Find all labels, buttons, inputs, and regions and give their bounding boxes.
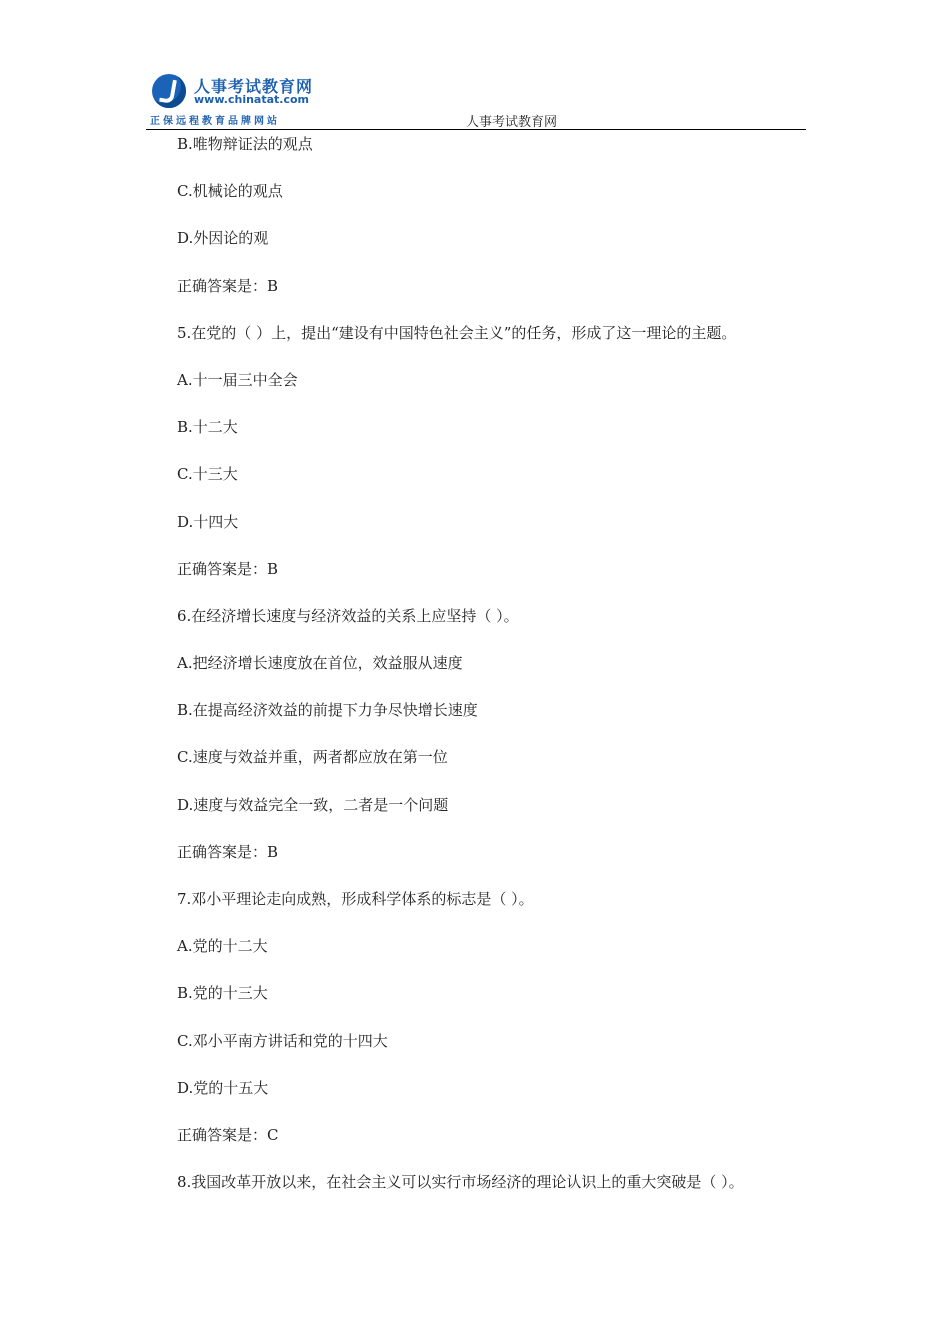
option-line: D.党的十五大 [177,1078,269,1097]
answer-line: 正确答案是：C [177,1125,279,1144]
option-line: D.速度与效益完全一致，二者是一个问题 [177,795,449,814]
option-line: D.十四大 [177,512,239,531]
answer-line: 正确答案是：B [177,842,279,861]
answer-line: 正确答案是：B [177,559,279,578]
header-divider [146,129,806,130]
option-line: C.速度与效益并重，两者都应放在第一位 [177,748,448,767]
question-line: 5.在党的（ ）上，提出“建设有中国特色社会主义”的任务，形成了这一理论的主题。 [177,323,737,342]
logo-emblem-icon [152,74,186,108]
logo-slogan: 正保远程教育品牌网站 [150,116,280,127]
option-line: B.十二大 [177,418,238,437]
option-line: D.外因论的观 [177,229,269,248]
option-line: B.在提高经济效益的前提下力争尽快增长速度 [177,701,478,720]
logo-title: 人事考试教育网 [194,77,314,96]
site-logo[interactable] [146,68,314,128]
option-line: A.十一届三中全会 [177,370,298,389]
answer-line: 正确答案是：B [177,276,279,295]
question-line: 8.我国改革开放以来，在社会主义可以实行市场经济的理论认识上的重大突破是（ ）。 [177,1173,744,1192]
question-line: 6.在经济增长速度与经济效益的关系上应坚持（ ）。 [177,606,519,625]
option-line: A.把经济增长速度放在首位，效益服从速度 [177,654,463,673]
document-body [177,132,827,1217]
logo-url: www.chinatat.com [194,93,309,106]
option-line: C.邓小平南方讲话和党的十四大 [177,1031,388,1050]
option-line: B.党的十三大 [177,984,268,1003]
question-line: 7.邓小平理论走向成熟，形成科学体系的标志是（ ）。 [177,890,534,908]
header-site-name: 人事考试教育网 [466,115,558,130]
option-line: C.十三大 [177,465,238,484]
option-line: A.党的十二大 [177,937,268,956]
page-header [0,0,950,140]
option-line: B.唯物辩证法的观点 [177,135,313,153]
option-line: C.机械论的观点 [177,182,283,201]
